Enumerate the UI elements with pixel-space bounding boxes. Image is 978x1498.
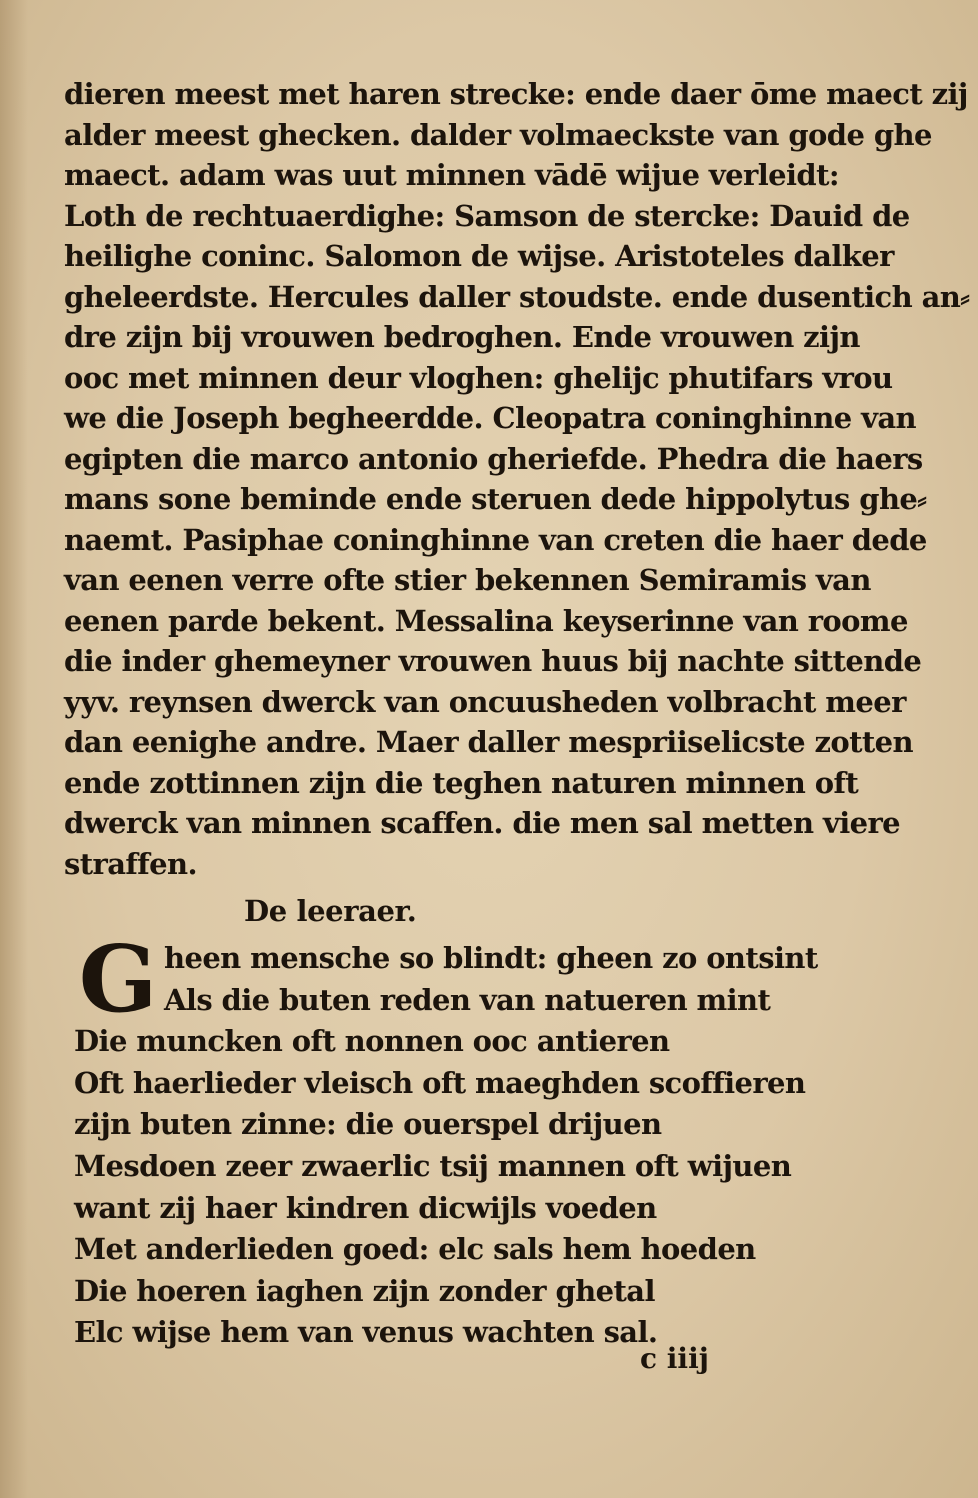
prose-line: ooc met minnen deur vloghen: ghelijc phutifars vrou [64,360,893,395]
prose-text [64,74,970,884]
prose-line: Loth de rechtuaerdighe: Samson de stercke: Dauid de [64,198,910,233]
prose-line: eenen parde bekent. Messalina keyserinne van roome [64,603,908,638]
prose-line: van eenen verre ofte stier bekennen Semiramis van [64,563,871,597]
prose-line: we die Joseph begheerdde. Cleopatra coninghinne van [64,401,917,435]
prose-line: dre zijn bij vrouwen bedroghen. Ende vrouwen zijn [64,320,860,354]
verse-line: want zij haer kindren dicwijls voeden [74,1190,657,1225]
prose-line: dan eenighe andre. Maer daller mespriiselicste zotten [64,725,914,759]
verse-line: zijn buten zinne: die ouerspel drijuen [74,1107,662,1142]
prose-line: gheleerdste. Hercules daller stoudste. ende dusentich an⸗ [64,279,970,314]
verse-line: Oft haerlieder vleisch oft maeghden scoffieren [74,1065,806,1100]
verse-line: Die hoeren iaghen zijn zonder ghetal [74,1273,655,1308]
prose-line: egipten die marco antonio gheriefde. Phedra die haers [64,441,923,476]
prose-line: die inder ghemeyner vrouwen huus bij nachte sittende [64,644,922,678]
prose-line: dwerck van minnen scaffen. die men sal metten viere [64,806,900,840]
prose-line: heilighe coninc. Salomon de wijse. Aristoteles dalker [64,239,894,273]
verse-line: Als die buten reden van natueren mint [164,982,771,1017]
prose-line: ende zottinnen zijn die teghen naturen minnen oft [64,765,859,800]
prose-line: straffen. [64,846,197,881]
section-heading: De leeraer. [244,894,417,928]
verse-line: Die muncken oft nonnen ooc antieren [74,1024,670,1059]
prose-line: alder meest ghecken. dalder volmaeckste van gode ghe [64,117,932,152]
signature-mark: c iiij [640,1342,709,1375]
prose-line: dieren meest met haren strecke: ende daer ōme maect zij [64,77,968,111]
verse-line: Mesdoen zeer zwaerlic tsij mannen oft wijuen [74,1148,792,1183]
verse-line: Elc wijse hem van venus wachten sal. [74,1315,658,1350]
prose-line: mans sone beminde ende steruen dede hippolytus ghe⸗ [64,482,927,516]
verse-line: heen mensche so blindt: gheen zo ontsint [164,941,818,975]
prose-line: maect. adam was uut minnen vādē wijue verleidt: [64,158,839,192]
prose-line: yyv. reynsen dwerck van oncuusheden volbracht meer [64,684,906,719]
decorated-initial: G [78,925,158,1033]
prose-line: naemt. Pasiphae coninghinne van creten die haer dede [64,522,927,557]
verse-block [74,925,818,1354]
verse-line: Met anderlieden goed: elc sals hem hoeden [74,1232,756,1267]
